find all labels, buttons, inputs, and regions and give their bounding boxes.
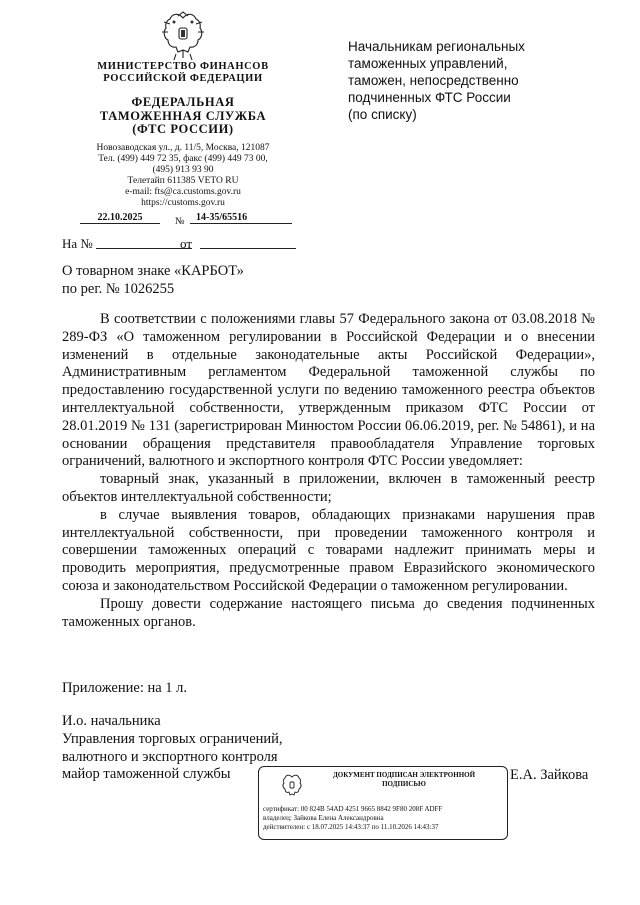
address-line-4: Телетайп 611385 VETO RU <box>127 176 239 186</box>
letter-body <box>62 311 595 631</box>
stamp-validity: действителен: с 18.07.2025 14:43:37 по 11.10.2026 14:43:37 <box>263 823 439 831</box>
service-line-2: ТАМОЖЕННАЯ СЛУЖБА <box>99 108 267 123</box>
stamp-title <box>309 771 499 789</box>
stamp-title-line-1: ДОКУМЕНТ ПОДПИСАН ЭЛЕКТРОННОЙ <box>332 771 476 779</box>
body-paragraph-2: товарный знак, указанный в приложении, включен в таможенный реестр объектов интеллектуальной собственности; <box>62 471 595 505</box>
body-paragraph-3: в случае выявления товаров, обладающих признаками нарушения прав интеллектуальной собственности, при проведении таможенного контроля и совершении таможенных операций с товарами надлежит принимать меры и проводить мероприятия, предусмотренные правом Евразийского экономического союза и законодательством Российской Федерации о таможенном регулировании. <box>62 506 595 594</box>
signer-line-2: Управления торговых ограничений, <box>62 730 283 747</box>
recipient-line-1: Начальникам региональных <box>348 39 525 54</box>
ministry-line-2: РОССИЙСКОЙ ФЕДЕРАЦИИ <box>103 73 263 84</box>
stamp-emblem-icon <box>281 773 303 799</box>
recipient-block <box>348 38 598 123</box>
stamp-details <box>263 805 442 832</box>
signer-line-1: И.о. начальника <box>62 713 161 729</box>
stamp-owner: владелец: Зайкова Елена Александровна <box>263 814 384 822</box>
signer-name: Е.А. Зайкова <box>510 767 589 783</box>
recipient-line-3: таможен, непосредственно <box>348 73 519 88</box>
address-line-6: https://customs.gov.ru <box>141 198 225 208</box>
address-line-5: e-mail: fts@ca.customs.gov.ru <box>125 187 241 197</box>
address-block <box>60 143 306 209</box>
attachment-note: Приложение: на 1 л. <box>62 680 188 696</box>
reference-label: На № <box>62 236 93 251</box>
registration-line <box>66 212 296 228</box>
signer-line-3: валютного и экспортного контроля <box>62 748 278 765</box>
body-paragraph-1: В соответствии с положениями главы 57 Федерального закона от 03.08.2018 № 289-ФЗ «О таможенном регулировании в Российской Федерации и о внесении изменений в отдельные законодательные акты Российской Федерации», Административным регламентом Федеральной таможенной службы по предоставлению государственной услуги по ведению таможенного реестра объектов интеллектуальной собственности, утвержденным приказом ФТС России от 28.01.2019 № 131 (зарегистрирован Минюстом России 06.06.2019, рег. № 54861), и на основании обращения представителя правообладателя Управление торговых ограничений, валютного и экспортного контроля ФТС России уведомляет: <box>62 311 595 470</box>
subject-line-2: по рег. № 1026255 <box>62 281 175 297</box>
number-sign: № <box>175 216 185 227</box>
signer-block <box>62 713 283 784</box>
subject-line-1: О товарном знаке «КАРБОТ» <box>62 263 244 279</box>
address-line-3: (495) 913 93 90 <box>152 165 214 175</box>
ministry-heading <box>60 61 306 85</box>
e-signature-stamp <box>258 766 508 840</box>
service-heading <box>60 96 306 137</box>
document-number: 14-35/65516 <box>190 212 292 224</box>
service-line-3: (ФТС РОССИИ) <box>132 122 234 136</box>
address-line-2: Тел. (499) 449 72 35, факс (499) 449 73 00, <box>98 154 268 164</box>
reference-number-blank <box>96 248 192 249</box>
subject-block <box>62 262 244 298</box>
stamp-title-line-2: ПОДПИСЬЮ <box>382 780 426 788</box>
recipient-line-5: (по списку) <box>348 107 417 122</box>
ministry-line-1: МИНИСТЕРСТВО ФИНАНСОВ <box>97 61 269 72</box>
state-emblem-icon <box>160 10 206 62</box>
stamp-certificate: сертификат: 00 824B 54AD 4251 9665 8842 9F80 208F ADFF <box>263 805 443 813</box>
reference-from-label: от <box>180 236 193 251</box>
recipient-line-4: подчиненных ФТС России <box>348 90 511 105</box>
service-line-1: ФЕДЕРАЛЬНАЯ <box>131 95 235 109</box>
reference-line <box>62 236 302 252</box>
reference-date-blank <box>200 248 296 249</box>
document-date: 22.10.2025 <box>80 212 160 224</box>
address-line-1: Новозаводская ул., д. 11/5, Москва, 121087 <box>96 143 270 153</box>
signer-line-4: майор таможенной службы <box>62 766 231 783</box>
body-paragraph-4: Прошу довести содержание настоящего письма до сведения подчиненных таможенных органов. <box>62 595 595 630</box>
recipient-line-2: таможенных управлений, <box>348 56 508 71</box>
